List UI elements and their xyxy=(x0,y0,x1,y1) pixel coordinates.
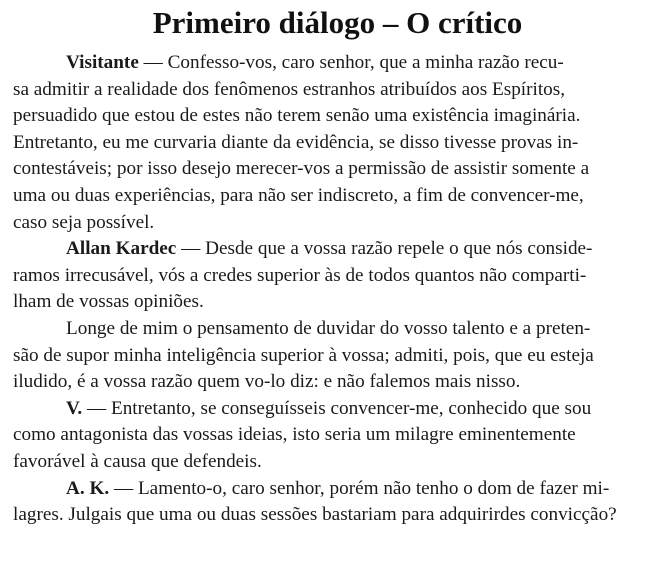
text-line: como antagonista das vossas ideias, isto seria um milagre eminentemente xyxy=(13,424,576,446)
text-line: são de supor minha inteligência superior à vossa; admiti, pois, que eu esteja xyxy=(13,344,594,366)
text-line: Entretanto, eu me curvaria diante da evidência, se disso tivesse provas in- xyxy=(13,131,579,153)
line-text: — Desde que a vossa razão repele o que nós conside- xyxy=(176,238,593,260)
line-text: — Lamento-o, caro senhor, porém não tenho o dom de fazer mi- xyxy=(109,477,610,499)
paragraph-visitante xyxy=(13,50,662,236)
paragraph-allan-kardec xyxy=(13,236,662,316)
line-text: — Confesso-vos, caro senhor, que a minha razão recu- xyxy=(138,52,564,73)
text-line xyxy=(13,50,662,77)
text-line: sa admitir a realidade dos fenômenos estranhos atribuídos aos Espíritos, xyxy=(13,78,566,100)
paragraph-ak xyxy=(13,476,662,529)
text-line xyxy=(13,396,662,423)
document-page xyxy=(13,0,662,529)
text-line: favorável à causa que defendeis. xyxy=(13,450,262,472)
speaker-name: V. xyxy=(66,397,83,419)
text-line: iludido, é a vossa razão quem vo-lo diz: e não falemos mais nisso. xyxy=(13,371,521,393)
page-title: Primeiro diálogo – O crítico xyxy=(152,5,523,40)
text-line: contestáveis; por isso desejo merecer-vos a permissão de assistir somente a xyxy=(13,158,590,180)
line-text: — Entretanto, se conseguísseis convencer-me, conhecido que sou xyxy=(82,397,592,419)
text-line: Longe de mim o pensamento de duvidar do vosso talento e a preten- xyxy=(66,317,591,339)
text-line: lham de vossas opiniões. xyxy=(13,291,204,313)
text-line xyxy=(13,476,662,503)
text-line xyxy=(13,236,662,263)
speaker-name: Allan Kardec xyxy=(66,238,177,260)
text-line: uma ou duas experiências, para não ser indiscreto, a fim de convencer-me, xyxy=(13,184,584,206)
paragraph-v xyxy=(13,396,662,476)
text-line: caso seja possível. xyxy=(13,211,155,233)
text-line: persuadido que estou de estes não terem senão uma existência imaginária. xyxy=(13,105,581,127)
speaker-name: A. K. xyxy=(66,477,110,499)
text-line: ramos irrecusável, vós a credes superior às de todos quantos não comparti- xyxy=(13,264,587,286)
text-line: lagres. Julgais que uma ou duas sessões bastariam para adquirirdes convicção? xyxy=(13,504,617,526)
paragraph-continuation xyxy=(13,316,662,396)
speaker-name: Visitante xyxy=(66,52,139,73)
